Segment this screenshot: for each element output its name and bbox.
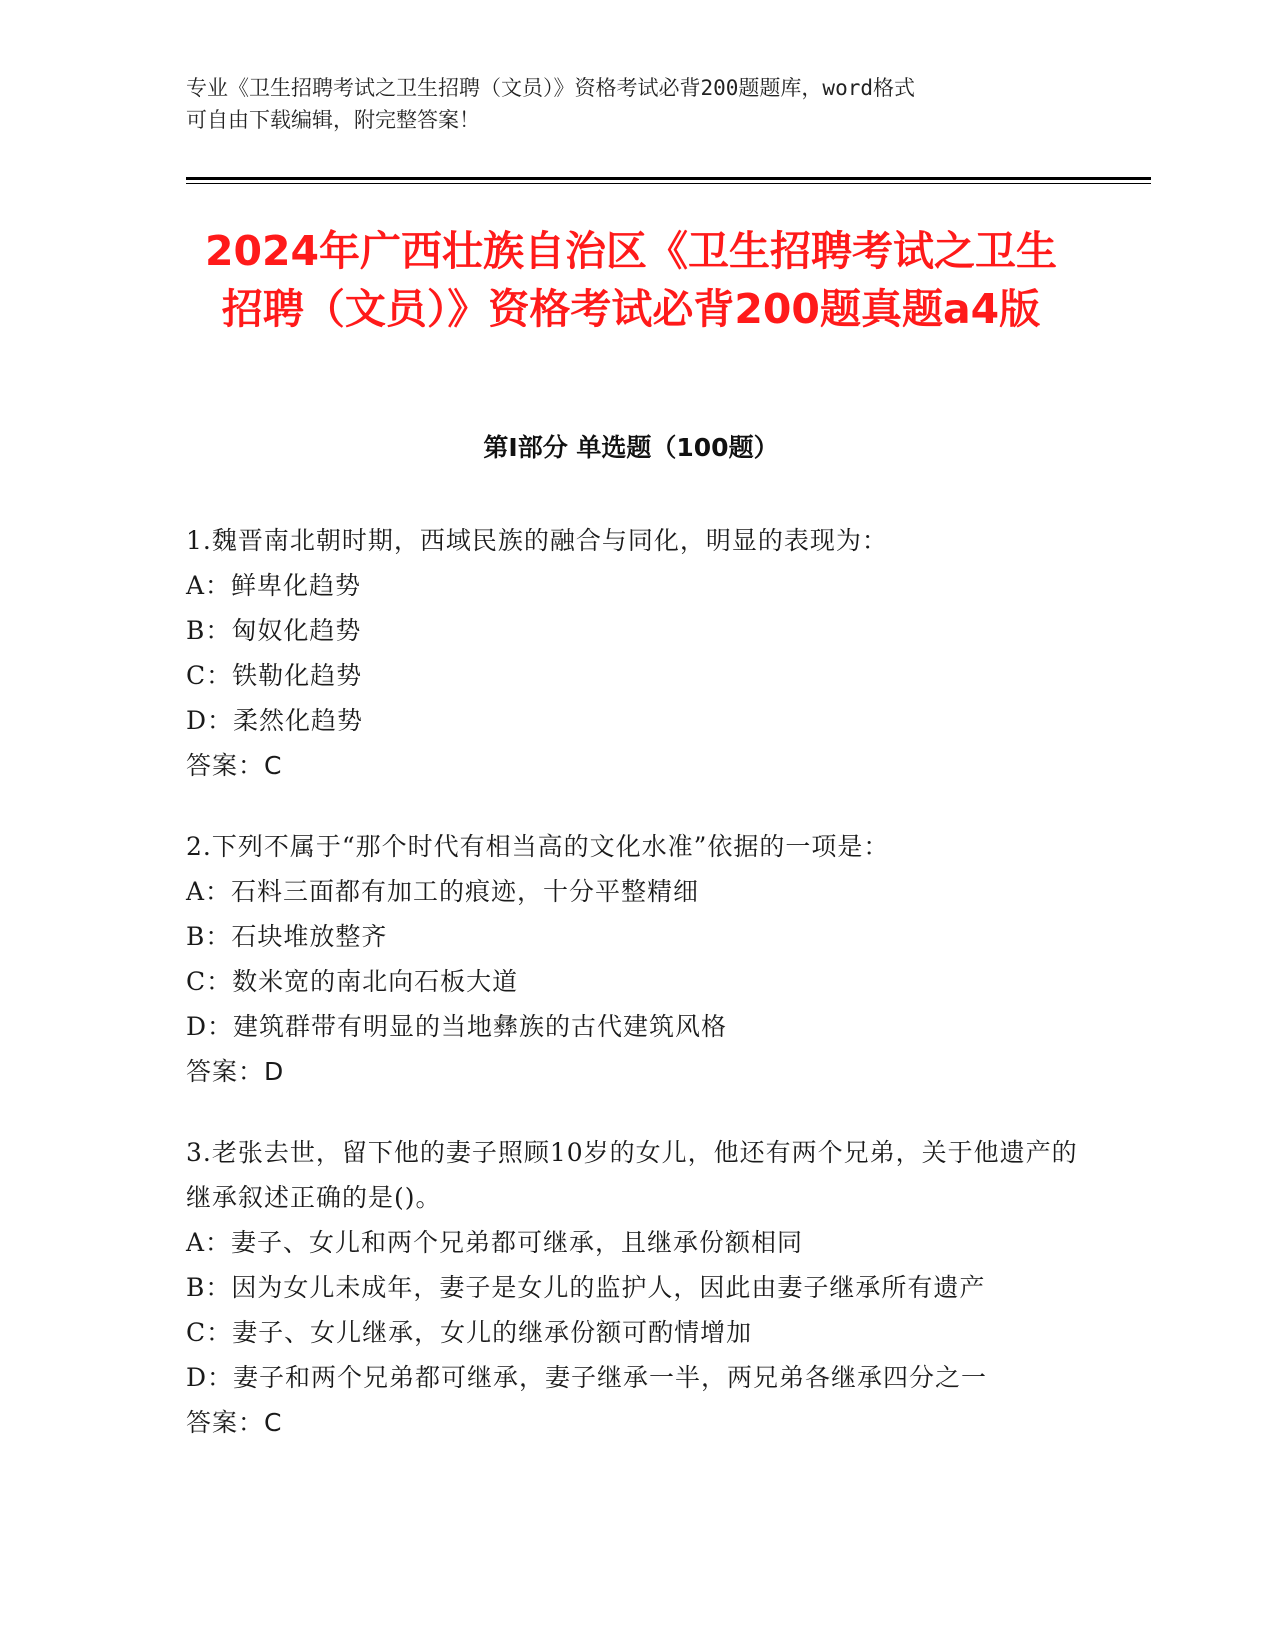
document-title: 2024年广西壮族自治区《卫生招聘考试之卫生招聘（文员）》资格考试必背200题真题a4版: [204, 227, 1058, 333]
question-block: [186, 824, 1086, 1094]
option-a: A：石料三面都有加工的痕迹，十分平整精细: [186, 877, 700, 906]
question-block: [186, 1130, 1086, 1445]
option-d: D：建筑群带有明显的当地彝族的古代建筑风格: [186, 1012, 728, 1041]
option-c: C：妻子、女儿继承，女儿的继承份额可酌情增加: [186, 1318, 753, 1347]
question-block: [186, 518, 1086, 788]
question-stem: 2.下列不属于“那个时代有相当高的文化水准”依据的一项是：: [186, 832, 890, 861]
option-c: C：铁勒化趋势: [186, 661, 363, 690]
option-a: A：鲜卑化趋势: [186, 571, 362, 600]
question-stem: 1.魏晋南北朝时期，西域民族的融合与同化，明显的表现为：: [186, 526, 888, 555]
option-b: B：因为女儿未成年，妻子是女儿的监护人，因此由妻子继承所有遗产: [186, 1273, 986, 1302]
header-divider-thin: [186, 183, 1151, 184]
answer-line: 答案：C: [186, 1408, 283, 1437]
intro-text: 专业《卫生招聘考试之卫生招聘（文员）》资格考试必背200题题库，word格式 可自由下载编辑，附完整答案！: [186, 76, 915, 132]
option-b: B：石块堆放整齐: [186, 922, 388, 951]
option-c: C：数米宽的南北向石板大道: [186, 967, 519, 996]
option-d: D：妻子和两个兄弟都可继承，妻子继承一半，两兄弟各继承四分之一: [186, 1363, 988, 1392]
question-stem: 3.老张去世，留下他的妻子照顾10岁的女儿，他还有两个兄弟，关于他遗产的继承叙述正确的是()。: [186, 1138, 1078, 1212]
option-b: B：匈奴化趋势: [186, 616, 362, 645]
section-heading: 第Ⅰ部分 单选题（100题）: [483, 433, 779, 462]
header-divider-thick: [186, 177, 1151, 180]
answer-line: 答案：C: [186, 751, 283, 780]
answer-line: 答案：D: [186, 1057, 285, 1086]
option-a: A：妻子、女儿和两个兄弟都可继承，且继承份额相同: [186, 1228, 804, 1257]
question-list: [186, 518, 1086, 1481]
option-d: D：柔然化趋势: [186, 706, 364, 735]
